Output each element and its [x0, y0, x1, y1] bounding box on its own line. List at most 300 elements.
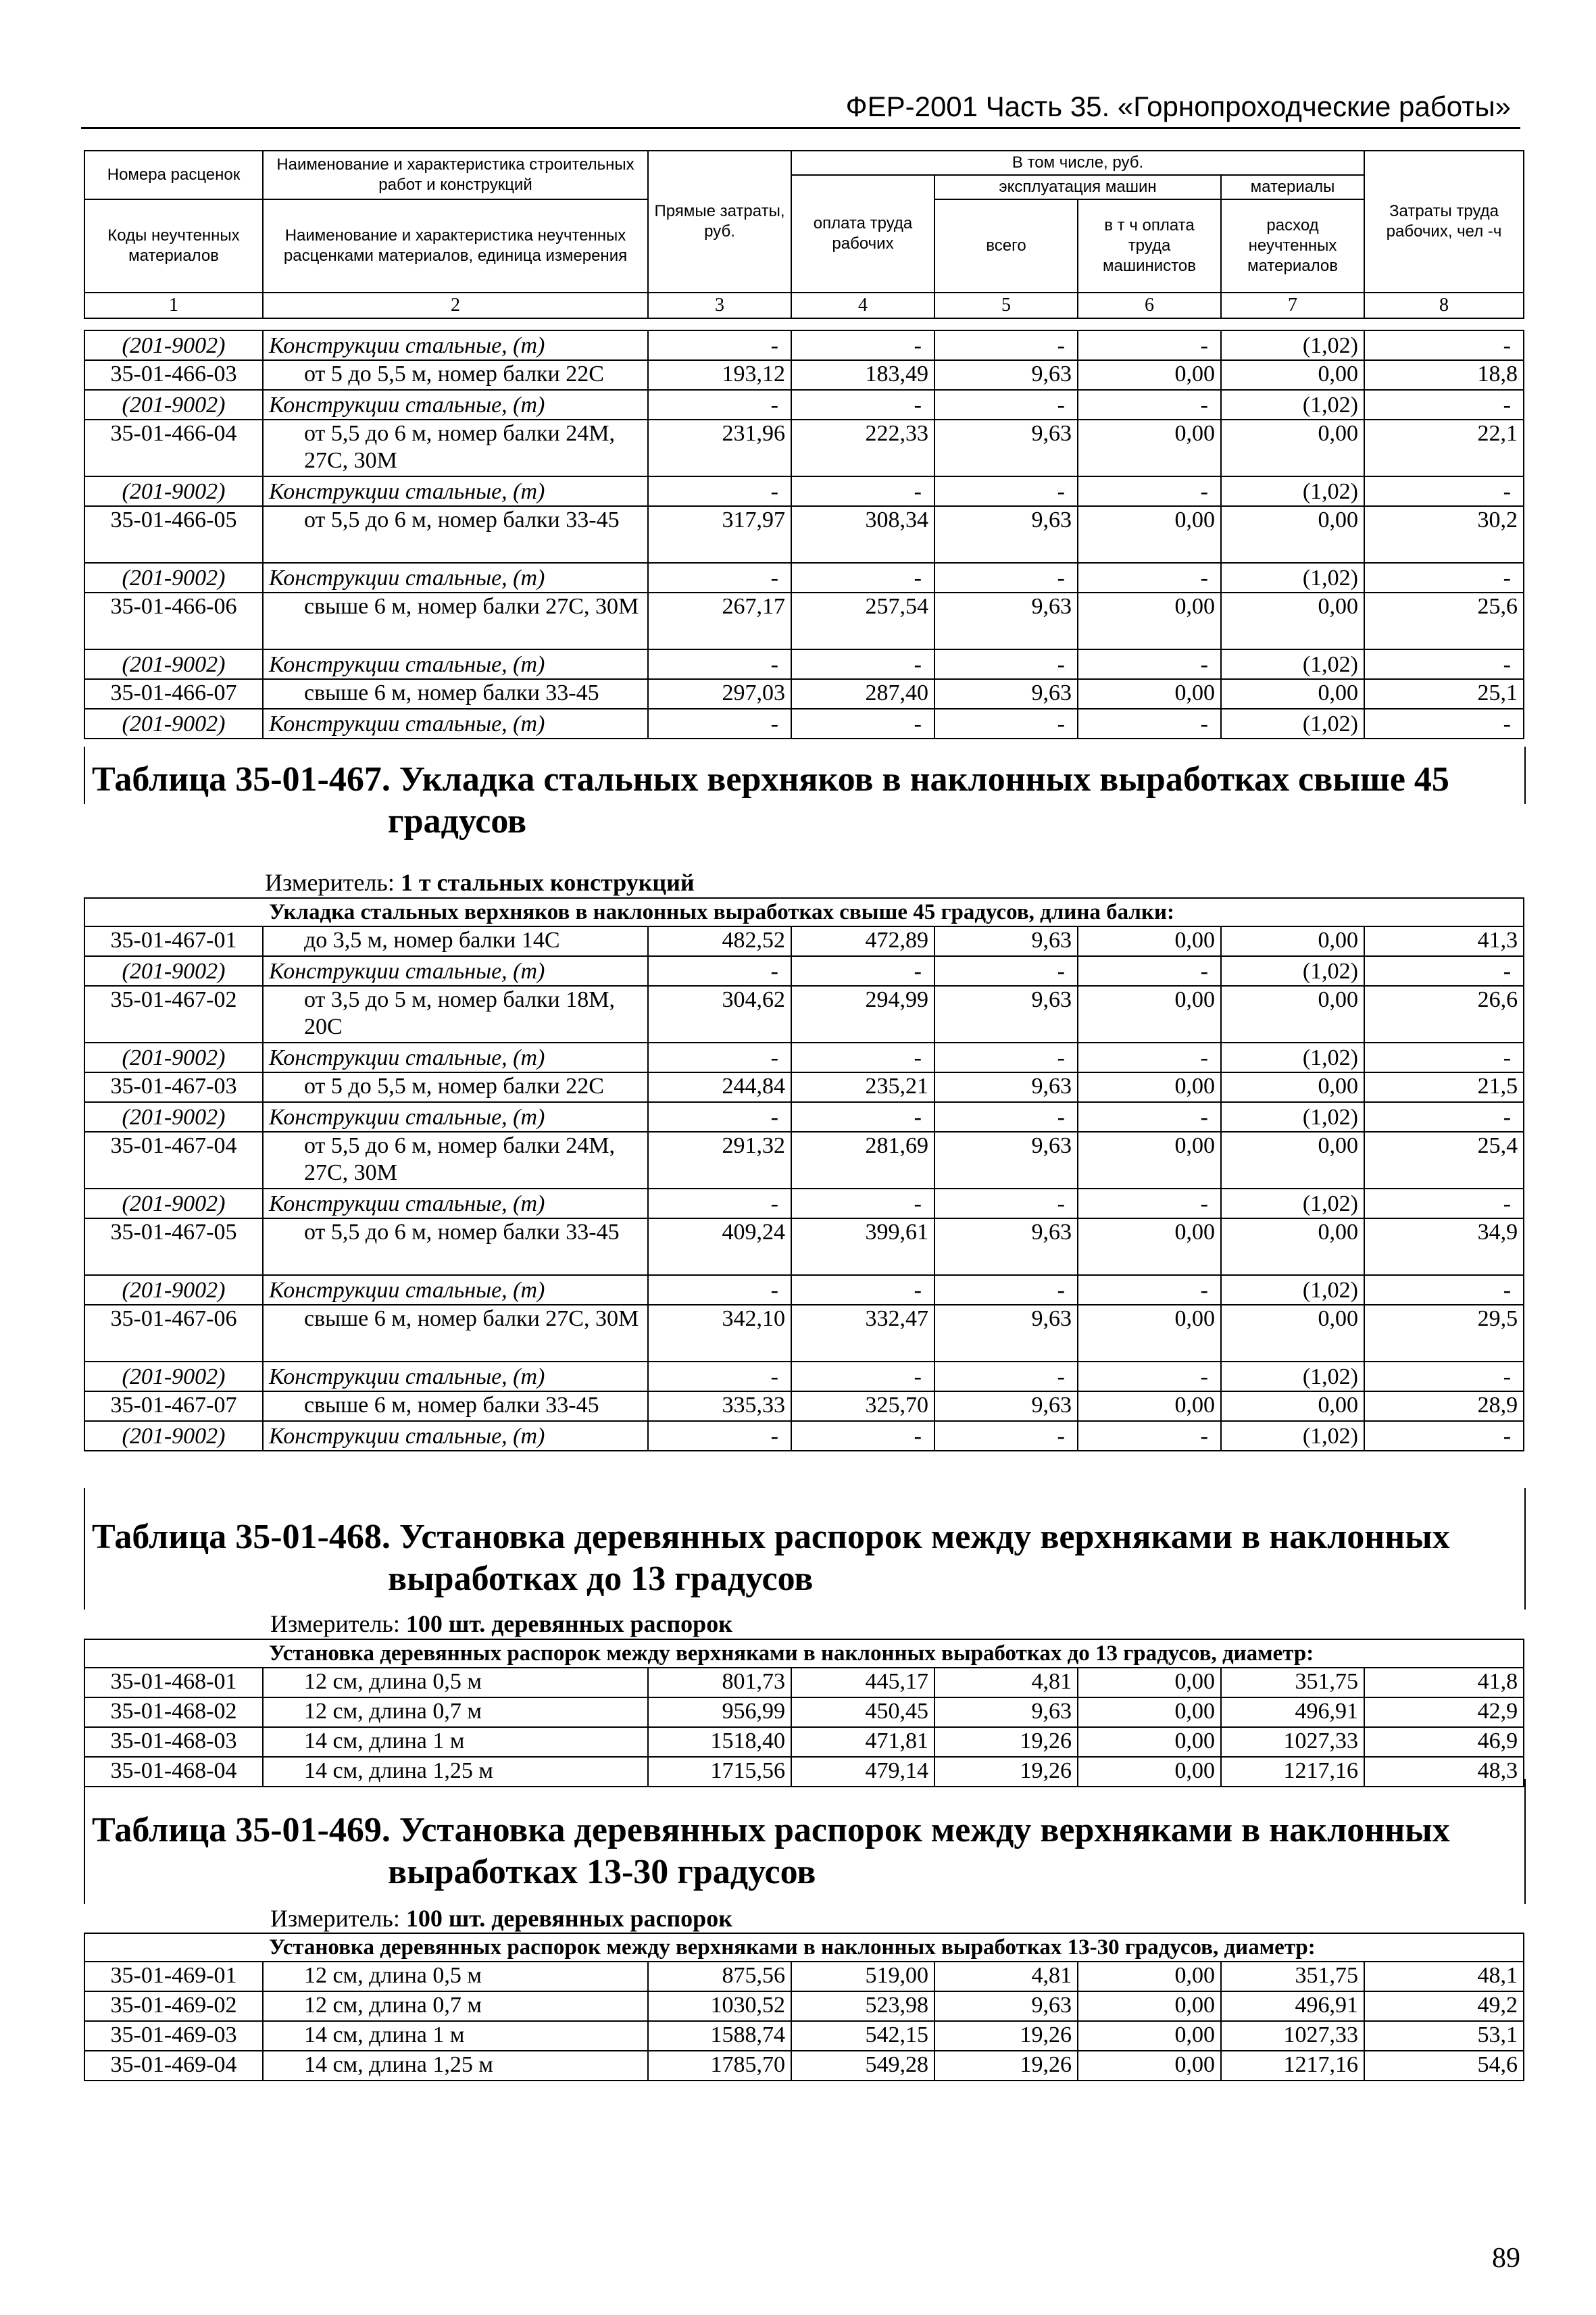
rates-table-469: [84, 1933, 1524, 2081]
machines-total-cell: 9,63: [934, 593, 1078, 649]
wages-cell: 325,70: [791, 1391, 934, 1421]
work-description: свыше 6 м, номер балки 27С, 30М: [263, 593, 648, 649]
materials-cell: (1,02): [1221, 956, 1364, 986]
wages-cell: 471,81: [791, 1727, 934, 1757]
materials-cell: 0,00: [1221, 679, 1364, 709]
labor-hours-cell: -: [1364, 563, 1524, 593]
machinists-wages-cell: -: [1078, 1189, 1221, 1218]
unit-label: Измеритель:: [265, 869, 395, 896]
direct-costs-cell: -: [648, 1043, 791, 1072]
material-code: (201-9002): [84, 1102, 263, 1132]
material-name: Конструкции стальные, (т): [263, 1189, 648, 1218]
wages-cell: 399,61: [791, 1218, 934, 1275]
materials-cell: 496,91: [1221, 1697, 1364, 1727]
direct-costs-cell: 956,99: [648, 1697, 791, 1727]
wages-cell: 294,99: [791, 986, 934, 1043]
material-code: (201-9002): [84, 563, 263, 593]
machines-total-cell: 19,26: [934, 1727, 1078, 1757]
direct-costs-cell: 875,56: [648, 1962, 791, 1991]
material-name: Конструкции стальные, (т): [263, 709, 648, 739]
machines-total-cell: 9,63: [934, 1072, 1078, 1102]
direct-costs-cell: -: [648, 709, 791, 739]
labor-hours-cell: -: [1364, 1102, 1524, 1132]
direct-costs-cell: 244,84: [648, 1072, 791, 1102]
material-name: Конструкции стальные, (т): [263, 1102, 648, 1132]
machinists-wages-cell: -: [1078, 476, 1221, 506]
materials-cell: (1,02): [1221, 1275, 1364, 1305]
work-description: свыше 6 м, номер балки 27С, 30М: [263, 1305, 648, 1362]
direct-costs-cell: -: [648, 1102, 791, 1132]
header-machines: эксплуатация машин: [934, 175, 1221, 199]
wages-cell: -: [791, 1043, 934, 1072]
material-row: [84, 1275, 1524, 1305]
wages-cell: 257,54: [791, 593, 934, 649]
labor-hours-cell: 18,8: [1364, 360, 1524, 390]
machinists-wages-cell: -: [1078, 330, 1221, 360]
labor-hours-cell: 34,9: [1364, 1218, 1524, 1275]
machines-total-cell: -: [934, 1421, 1078, 1451]
machines-total-cell: 9,63: [934, 360, 1078, 390]
direct-costs-cell: 1588,74: [648, 2021, 791, 2051]
labor-hours-cell: -: [1364, 1043, 1524, 1072]
direct-costs-cell: 1785,70: [648, 2051, 791, 2081]
header-col1-top: Номера расценок: [84, 151, 263, 199]
labor-hours-cell: -: [1364, 330, 1524, 360]
machines-total-cell: -: [934, 709, 1078, 739]
rate-code: 35-01-467-06: [84, 1305, 263, 1362]
section-469-unit: [270, 1904, 732, 1933]
table-span-title: Установка деревянных распорок между верхняками в наклонных выработках до 13 градусов, диаметр:: [84, 1639, 1524, 1668]
wages-cell: -: [791, 1189, 934, 1218]
rates-table-467: [84, 897, 1524, 1451]
direct-costs-cell: -: [648, 563, 791, 593]
machines-total-cell: 9,63: [934, 1218, 1078, 1275]
direct-costs-cell: 1715,56: [648, 1757, 791, 1787]
wages-cell: -: [791, 563, 934, 593]
machinists-wages-cell: 0,00: [1078, 506, 1221, 563]
material-code: (201-9002): [84, 649, 263, 679]
material-name: Конструкции стальные, (т): [263, 390, 648, 420]
work-description: от 5 до 5,5 м, номер балки 22С: [263, 1072, 648, 1102]
machinists-wages-cell: 0,00: [1078, 1072, 1221, 1102]
labor-hours-cell: 48,3: [1364, 1757, 1524, 1787]
labor-hours-cell: 46,9: [1364, 1727, 1524, 1757]
rate-code: 35-01-468-04: [84, 1757, 263, 1787]
materials-cell: 0,00: [1221, 1391, 1364, 1421]
materials-cell: (1,02): [1221, 390, 1364, 420]
machines-total-cell: -: [934, 649, 1078, 679]
machinists-wages-cell: -: [1078, 1421, 1221, 1451]
machinists-wages-cell: -: [1078, 390, 1221, 420]
rate-row: [84, 1391, 1524, 1421]
work-description: 14 см, длина 1,25 м: [263, 2051, 648, 2081]
material-row: [84, 956, 1524, 986]
wages-cell: 308,34: [791, 506, 934, 563]
work-description: свыше 6 м, номер балки 33-45: [263, 1391, 648, 1421]
unit-label: Измеритель:: [270, 1610, 400, 1637]
rate-row: [84, 1072, 1524, 1102]
rate-code: 35-01-466-06: [84, 593, 263, 649]
direct-costs-cell: 482,52: [648, 926, 791, 956]
material-row: [84, 1102, 1524, 1132]
machines-total-cell: -: [934, 1102, 1078, 1132]
labor-hours-cell: 54,6: [1364, 2051, 1524, 2081]
materials-cell: 351,75: [1221, 1962, 1364, 1991]
direct-costs-cell: 1518,40: [648, 1727, 791, 1757]
rate-row: [84, 679, 1524, 709]
rate-row: [84, 360, 1524, 390]
direct-costs-cell: -: [648, 956, 791, 986]
material-name: Конструкции стальные, (т): [263, 1043, 648, 1072]
wages-cell: 450,45: [791, 1697, 934, 1727]
materials-cell: 1027,33: [1221, 2021, 1364, 2051]
labor-hours-cell: 28,9: [1364, 1391, 1524, 1421]
section-468: [84, 1488, 1526, 1610]
materials-cell: (1,02): [1221, 1043, 1364, 1072]
machinists-wages-cell: 0,00: [1078, 1697, 1221, 1727]
header-material-consumption: расход неучтенных материалов: [1221, 199, 1364, 293]
machinists-wages-cell: -: [1078, 1362, 1221, 1391]
section-467-title-line1: Таблица 35-01-467. Укладка стальных верхняков в наклонных выработках свыше 45: [92, 760, 1449, 799]
machinists-wages-cell: 0,00: [1078, 1757, 1221, 1787]
machinists-wages-cell: 0,00: [1078, 1305, 1221, 1362]
header-labor: Затраты труда рабочих, чел -ч: [1364, 151, 1524, 293]
material-code: (201-9002): [84, 956, 263, 986]
page-header: [81, 86, 1520, 129]
machines-total-cell: 9,63: [934, 1305, 1078, 1362]
labor-hours-cell: 49,2: [1364, 1991, 1524, 2021]
labor-hours-cell: -: [1364, 1421, 1524, 1451]
material-name: Конструкции стальные, (т): [263, 476, 648, 506]
machinists-wages-cell: 0,00: [1078, 926, 1221, 956]
machinists-wages-cell: 0,00: [1078, 1962, 1221, 1991]
rate-row: [84, 1218, 1524, 1275]
wages-cell: 523,98: [791, 1991, 934, 2021]
materials-cell: (1,02): [1221, 1102, 1364, 1132]
machinists-wages-cell: 0,00: [1078, 593, 1221, 649]
section-468-title-line2: выработках до 13 градусов: [388, 1560, 814, 1598]
direct-costs-cell: 193,12: [648, 360, 791, 390]
materials-cell: (1,02): [1221, 1362, 1364, 1391]
colnum-7: 7: [1221, 293, 1364, 318]
work-description: от 3,5 до 5 м, номер балки 18М, 20С: [263, 986, 648, 1043]
unit-label: Измеритель:: [270, 1905, 400, 1932]
material-row: [84, 1421, 1524, 1451]
section-468-title: [92, 1516, 1450, 1600]
machines-total-cell: -: [934, 476, 1078, 506]
work-description: от 5,5 до 6 м, номер балки 33-45: [263, 506, 648, 563]
direct-costs-cell: -: [648, 390, 791, 420]
wages-cell: -: [791, 956, 934, 986]
rate-row: [84, 1132, 1524, 1189]
unit-value: 100 шт. деревянных распорок: [405, 1905, 732, 1932]
material-code: (201-9002): [84, 1275, 263, 1305]
materials-cell: 0,00: [1221, 593, 1364, 649]
work-description: 14 см, длина 1 м: [263, 2021, 648, 2051]
header-col1-bottom: Коды неучтенных материалов: [84, 199, 263, 293]
wages-cell: 235,21: [791, 1072, 934, 1102]
work-description: от 5,5 до 6 м, номер балки 33-45: [263, 1218, 648, 1275]
rate-row: [84, 2051, 1524, 2081]
materials-cell: (1,02): [1221, 330, 1364, 360]
direct-costs-cell: -: [648, 1275, 791, 1305]
material-code: (201-9002): [84, 1189, 263, 1218]
direct-costs-cell: 231,96: [648, 420, 791, 476]
labor-hours-cell: -: [1364, 1189, 1524, 1218]
direct-costs-cell: 335,33: [648, 1391, 791, 1421]
machines-total-cell: -: [934, 1362, 1078, 1391]
header-machinists-wages: в т ч оплата труда машинистов: [1078, 199, 1221, 293]
labor-hours-cell: -: [1364, 1275, 1524, 1305]
machines-total-cell: -: [934, 1043, 1078, 1072]
rates-table-466: [84, 330, 1524, 739]
unit-value: 1 т стальных конструкций: [400, 869, 695, 896]
materials-cell: 1027,33: [1221, 1727, 1364, 1757]
rate-code: 35-01-467-02: [84, 986, 263, 1043]
rate-row: [84, 1991, 1524, 2021]
header-direct-costs: Прямые затраты, руб.: [648, 151, 791, 293]
machines-total-cell: 19,26: [934, 2021, 1078, 2051]
rate-code: 35-01-466-04: [84, 420, 263, 476]
section-467-title: [92, 759, 1449, 843]
rate-row: [84, 1962, 1524, 1991]
direct-costs-cell: 297,03: [648, 679, 791, 709]
rate-code: 35-01-466-03: [84, 360, 263, 390]
header-including: В том числе, руб.: [791, 151, 1364, 175]
direct-costs-cell: 267,17: [648, 593, 791, 649]
wages-cell: 519,00: [791, 1962, 934, 1991]
work-description: от 5 до 5,5 м, номер балки 22С: [263, 360, 648, 390]
direct-costs-cell: 291,32: [648, 1132, 791, 1189]
machines-total-cell: -: [934, 956, 1078, 986]
work-description: 12 см, длина 0,5 м: [263, 1668, 648, 1697]
labor-hours-cell: 42,9: [1364, 1697, 1524, 1727]
header-machines-total: всего: [934, 199, 1078, 293]
rate-code: 35-01-466-05: [84, 506, 263, 563]
materials-cell: (1,02): [1221, 649, 1364, 679]
table-span-row: [84, 1933, 1524, 1962]
wages-cell: -: [791, 709, 934, 739]
colnum-3: 3: [648, 293, 791, 318]
direct-costs-cell: -: [648, 1421, 791, 1451]
materials-cell: 0,00: [1221, 1132, 1364, 1189]
section-468-unit: [270, 1610, 732, 1638]
material-name: Конструкции стальные, (т): [263, 956, 648, 986]
labor-hours-cell: -: [1364, 1362, 1524, 1391]
materials-cell: 0,00: [1221, 926, 1364, 956]
direct-costs-cell: -: [648, 476, 791, 506]
table-span-title: Установка деревянных распорок между верхняками в наклонных выработках 13-30 градусов, диаметр:: [84, 1933, 1524, 1962]
machinists-wages-cell: -: [1078, 563, 1221, 593]
header-col2-bottom: Наименование и характеристика неучтенных расценками материалов, единица измерения: [263, 199, 648, 293]
work-description: свыше 6 м, номер балки 33-45: [263, 679, 648, 709]
direct-costs-cell: 304,62: [648, 986, 791, 1043]
wages-cell: -: [791, 1275, 934, 1305]
machinists-wages-cell: -: [1078, 956, 1221, 986]
machines-total-cell: 9,63: [934, 1697, 1078, 1727]
direct-costs-cell: 801,73: [648, 1668, 791, 1697]
wages-cell: 281,69: [791, 1132, 934, 1189]
material-name: Конструкции стальные, (т): [263, 330, 648, 360]
colnum-1: 1: [84, 293, 263, 318]
work-description: до 3,5 м, номер балки 14С: [263, 926, 648, 956]
rate-code: 35-01-467-04: [84, 1132, 263, 1189]
machinists-wages-cell: 0,00: [1078, 1668, 1221, 1697]
machinists-wages-cell: 0,00: [1078, 420, 1221, 476]
machinists-wages-cell: 0,00: [1078, 1991, 1221, 2021]
section-467: [84, 747, 1526, 841]
labor-hours-cell: -: [1364, 956, 1524, 986]
machinists-wages-cell: 0,00: [1078, 1132, 1221, 1189]
work-description: от 5,5 до 6 м, номер балки 24М, 27С, 30М: [263, 420, 648, 476]
table-span-row: [84, 1639, 1524, 1668]
machines-total-cell: 9,63: [934, 420, 1078, 476]
materials-cell: (1,02): [1221, 709, 1364, 739]
machinists-wages-cell: -: [1078, 1043, 1221, 1072]
rates-table-468: [84, 1639, 1524, 1787]
wages-cell: 332,47: [791, 1305, 934, 1362]
rate-row: [84, 986, 1524, 1043]
rate-code: 35-01-468-02: [84, 1697, 263, 1727]
machinists-wages-cell: 0,00: [1078, 679, 1221, 709]
machinists-wages-cell: 0,00: [1078, 1727, 1221, 1757]
materials-cell: 0,00: [1221, 506, 1364, 563]
wages-cell: 183,49: [791, 360, 934, 390]
section-467-unit: [265, 868, 695, 897]
labor-hours-cell: 30,2: [1364, 506, 1524, 563]
machines-total-cell: 9,63: [934, 506, 1078, 563]
machinists-wages-cell: 0,00: [1078, 2051, 1221, 2081]
materials-cell: 351,75: [1221, 1668, 1364, 1697]
rate-row: [84, 420, 1524, 476]
direct-costs-cell: 342,10: [648, 1305, 791, 1362]
work-description: 12 см, длина 0,7 м: [263, 1697, 648, 1727]
machines-total-cell: 9,63: [934, 1132, 1078, 1189]
material-row: [84, 649, 1524, 679]
wages-cell: 542,15: [791, 2021, 934, 2051]
machines-total-cell: 19,26: [934, 1757, 1078, 1787]
wages-cell: -: [791, 1102, 934, 1132]
material-row: [84, 476, 1524, 506]
rate-row: [84, 926, 1524, 956]
machines-total-cell: 19,26: [934, 2051, 1078, 2081]
labor-hours-cell: -: [1364, 390, 1524, 420]
materials-cell: 0,00: [1221, 360, 1364, 390]
material-row: [84, 1043, 1524, 1072]
material-name: Конструкции стальные, (т): [263, 649, 648, 679]
wages-cell: -: [791, 330, 934, 360]
rate-row: [84, 1727, 1524, 1757]
machinists-wages-cell: -: [1078, 1275, 1221, 1305]
colnum-6: 6: [1078, 293, 1221, 318]
rate-row: [84, 593, 1524, 649]
labor-hours-cell: 21,5: [1364, 1072, 1524, 1102]
material-name: Конструкции стальные, (т): [263, 563, 648, 593]
material-row: [84, 390, 1524, 420]
labor-hours-cell: 41,8: [1364, 1668, 1524, 1697]
labor-hours-cell: 25,6: [1364, 593, 1524, 649]
material-row: [84, 709, 1524, 739]
rate-code: 35-01-469-03: [84, 2021, 263, 2051]
wages-cell: -: [791, 390, 934, 420]
materials-cell: (1,02): [1221, 1421, 1364, 1451]
wages-cell: -: [791, 1421, 934, 1451]
direct-costs-cell: 409,24: [648, 1218, 791, 1275]
colnum-8: 8: [1364, 293, 1524, 318]
page-number: 89: [1492, 2243, 1520, 2274]
table-span-title: Укладка стальных верхняков в наклонных выработках свыше 45 градусов, длина балки:: [84, 898, 1524, 926]
rate-code: 35-01-466-07: [84, 679, 263, 709]
page-header-title: ФЕР-2001 Часть 35. «Горнопроходческие работы»: [845, 91, 1511, 122]
rate-row: [84, 2021, 1524, 2051]
labor-hours-cell: -: [1364, 709, 1524, 739]
machines-total-cell: 9,63: [934, 986, 1078, 1043]
machinists-wages-cell: 0,00: [1078, 1218, 1221, 1275]
material-row: [84, 563, 1524, 593]
wages-cell: 445,17: [791, 1668, 934, 1697]
labor-hours-cell: 22,1: [1364, 420, 1524, 476]
header-wages: оплата труда рабочих: [791, 175, 934, 293]
machines-total-cell: -: [934, 390, 1078, 420]
materials-cell: 1217,16: [1221, 2051, 1364, 2081]
material-name: Конструкции стальные, (т): [263, 1362, 648, 1391]
machines-total-cell: -: [934, 330, 1078, 360]
material-name: Конструкции стальные, (т): [263, 1275, 648, 1305]
colnum-5: 5: [934, 293, 1078, 318]
machines-total-cell: 9,63: [934, 679, 1078, 709]
labor-hours-cell: 41,3: [1364, 926, 1524, 956]
materials-cell: (1,02): [1221, 1189, 1364, 1218]
wages-cell: 472,89: [791, 926, 934, 956]
section-467-title-line2: градусов: [388, 802, 527, 841]
work-description: 12 см, длина 0,5 м: [263, 1962, 648, 1991]
material-row: [84, 330, 1524, 360]
material-code: (201-9002): [84, 1362, 263, 1391]
header-materials: материалы: [1221, 175, 1364, 199]
section-469-title: [92, 1810, 1450, 1893]
labor-hours-cell: -: [1364, 476, 1524, 506]
direct-costs-cell: -: [648, 330, 791, 360]
machinists-wages-cell: 0,00: [1078, 360, 1221, 390]
wages-cell: -: [791, 649, 934, 679]
rate-code: 35-01-467-05: [84, 1218, 263, 1275]
direct-costs-cell: -: [648, 649, 791, 679]
machinists-wages-cell: 0,00: [1078, 2021, 1221, 2051]
material-code: (201-9002): [84, 330, 263, 360]
machines-total-cell: 4,81: [934, 1668, 1078, 1697]
rate-code: 35-01-469-01: [84, 1962, 263, 1991]
machines-total-cell: 4,81: [934, 1962, 1078, 1991]
labor-hours-cell: 26,6: [1364, 986, 1524, 1043]
labor-hours-cell: 53,1: [1364, 2021, 1524, 2051]
materials-cell: 496,91: [1221, 1991, 1364, 2021]
labor-hours-cell: -: [1364, 649, 1524, 679]
materials-cell: (1,02): [1221, 563, 1364, 593]
rate-code: 35-01-467-03: [84, 1072, 263, 1102]
material-code: (201-9002): [84, 709, 263, 739]
material-code: (201-9002): [84, 390, 263, 420]
rate-code: 35-01-468-01: [84, 1668, 263, 1697]
work-description: от 5,5 до 6 м, номер балки 24М, 27С, 30М: [263, 1132, 648, 1189]
wages-cell: 479,14: [791, 1757, 934, 1787]
rate-row: [84, 506, 1524, 563]
labor-hours-cell: 25,4: [1364, 1132, 1524, 1189]
colnum-4: 4: [791, 293, 934, 318]
wages-cell: 222,33: [791, 420, 934, 476]
material-row: [84, 1189, 1524, 1218]
section-468-title-line1: Таблица 35-01-468. Установка деревянных распорок между верхняками в наклонных: [92, 1518, 1450, 1556]
materials-cell: 0,00: [1221, 986, 1364, 1043]
